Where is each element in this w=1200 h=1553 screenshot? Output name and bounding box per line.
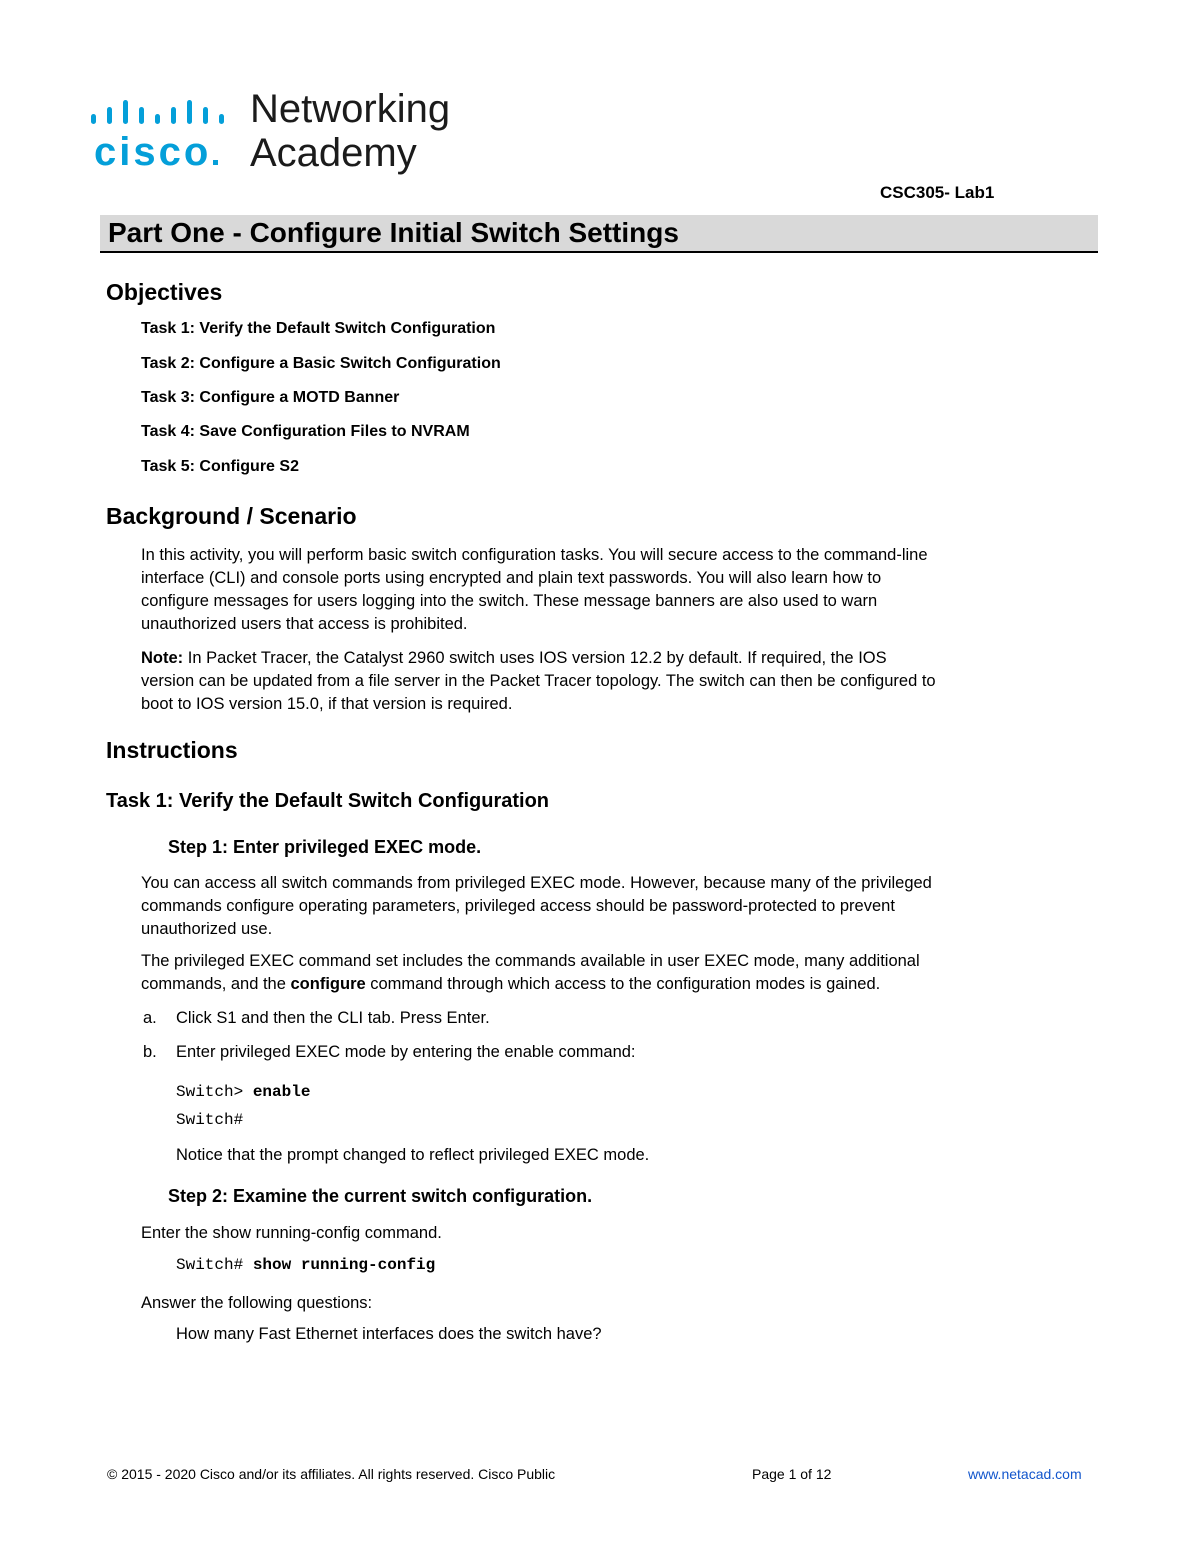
logo-academy-text: Academy bbox=[250, 131, 417, 175]
cli-line-enable bbox=[176, 1083, 310, 1101]
question-1: How many Fast Ethernet interfaces does the switch have? bbox=[176, 1325, 602, 1343]
background-paragraph bbox=[141, 544, 1096, 636]
step1-line: unauthorized use. bbox=[141, 920, 273, 938]
instructions-heading: Instructions bbox=[106, 737, 238, 763]
note-line: boot to IOS version 15.0, if that version is required. bbox=[141, 695, 513, 713]
objectives-heading: Objectives bbox=[106, 279, 223, 305]
cli-command: show running-config bbox=[252, 1256, 436, 1274]
logo-networking-text: Networking bbox=[250, 87, 451, 131]
list-marker-b: b. bbox=[143, 1043, 157, 1061]
page-title: Part One - Configure Initial Switch Settings bbox=[108, 217, 679, 248]
cisco-bars-icon bbox=[88, 100, 238, 130]
objective-task-5: Task 5: Configure S2 bbox=[141, 458, 299, 475]
answer-instruction: Answer the following questions: bbox=[141, 1294, 373, 1312]
background-line: interface (CLI) and console ports using encrypted and plain text passwords. You will also learn how to bbox=[141, 569, 882, 587]
note-line: version can be updated from a file server in the Packet Tracer topology. The switch can then be configured to bbox=[141, 672, 936, 690]
cli-prompt: Switch# bbox=[176, 1256, 253, 1274]
cli-command: enable bbox=[252, 1083, 311, 1101]
note-label: Note: bbox=[141, 649, 184, 667]
notice-text: Notice that the prompt changed to reflect privileged EXEC mode. bbox=[176, 1146, 650, 1164]
cli-line-show-run bbox=[176, 1256, 435, 1274]
step1-line-post: command through which access to the configuration modes is gained. bbox=[365, 975, 881, 993]
background-heading: Background / Scenario bbox=[106, 503, 357, 529]
cisco-networking-academy-logo bbox=[88, 88, 468, 184]
objective-task-2: Task 2: Configure a Basic Switch Configuration bbox=[141, 355, 501, 372]
background-line: configure messages for users logging into the switch. These message banners are also used to warn bbox=[141, 592, 878, 610]
task1-heading: Task 1: Verify the Default Switch Configuration bbox=[106, 790, 550, 812]
objective-task-3: Task 3: Configure a MOTD Banner bbox=[141, 389, 400, 406]
list-item-b: Enter privileged EXEC mode by entering the enable command: bbox=[176, 1043, 636, 1061]
note-line: In Packet Tracer, the Catalyst 2960 switch uses IOS version 12.2 by default. If required, the IOS bbox=[183, 649, 887, 667]
course-code: CSC305- Lab1 bbox=[880, 183, 995, 202]
step1-line: commands configure operating parameters, privileged access should be password-protected to prevent bbox=[141, 897, 895, 915]
footer-page-number: Page 1 of 12 bbox=[752, 1466, 832, 1482]
step1-line-pre: commands, and the bbox=[141, 975, 291, 993]
background-line: In this activity, you will perform basic switch configuration tasks. You will secure access to the command-line bbox=[141, 546, 928, 564]
step1-paragraph-2 bbox=[141, 950, 1096, 996]
list-item-a: Click S1 and then the CLI tab. Press Enter. bbox=[176, 1009, 490, 1027]
cli-line-prompt: Switch# bbox=[176, 1111, 244, 1129]
footer-website-link[interactable]: www.netacad.com bbox=[968, 1466, 1082, 1482]
objective-task-1: Task 1: Verify the Default Switch Configuration bbox=[141, 320, 496, 337]
list-marker-a: a. bbox=[143, 1009, 157, 1027]
step1-heading: Step 1: Enter privileged EXEC mode. bbox=[168, 837, 482, 857]
step2-text: Enter the show running-config command. bbox=[141, 1224, 442, 1242]
step1-paragraph-1 bbox=[141, 872, 1096, 941]
footer-copyright: © 2015 - 2020 Cisco and/or its affiliates. All rights reserved. Cisco Public bbox=[107, 1466, 556, 1482]
title-bar bbox=[100, 215, 1098, 253]
cisco-wordmark: cisco bbox=[94, 132, 218, 172]
step2-heading: Step 2: Examine the current switch configuration. bbox=[168, 1186, 593, 1206]
objective-task-4: Task 4: Save Configuration Files to NVRAM bbox=[141, 423, 470, 440]
background-line: unauthorized users that access is prohibited. bbox=[141, 615, 468, 633]
note-paragraph bbox=[141, 647, 1096, 716]
step1-line: You can access all switch commands from privileged EXEC mode. However, because many of the privileged bbox=[141, 874, 932, 892]
cli-prompt: Switch> bbox=[176, 1083, 253, 1101]
configure-keyword: configure bbox=[290, 975, 366, 993]
step1-line: The privileged EXEC command set includes the commands available in user EXEC mode, many additional bbox=[141, 952, 920, 970]
